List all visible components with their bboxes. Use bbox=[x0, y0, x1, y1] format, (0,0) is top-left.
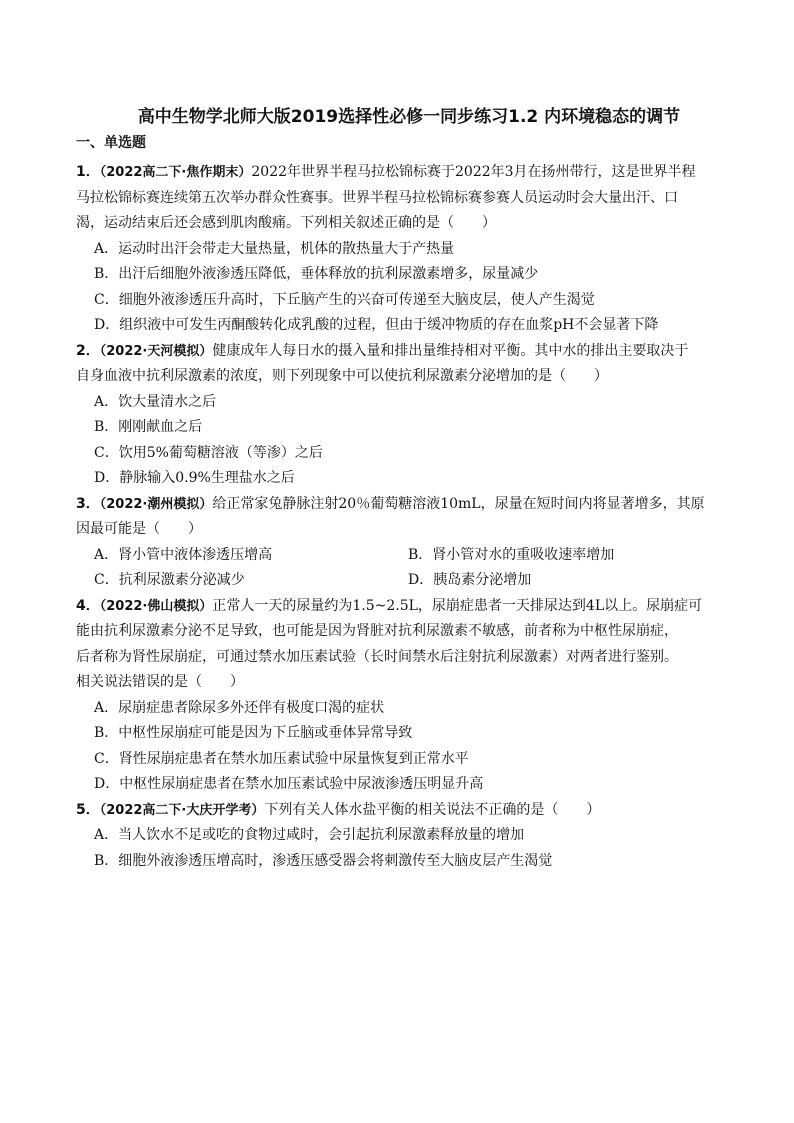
option-a[interactable]: A．饮大量清水之后 bbox=[94, 393, 217, 410]
question-number: 1． bbox=[76, 164, 100, 180]
option-b[interactable]: B．刚刚献血之后 bbox=[94, 419, 203, 435]
stem-text: 自身血液中抗利尿激素的浓度，则下列现象中可以使抗利尿激素分泌增加的是（ ） bbox=[76, 368, 608, 384]
option-d[interactable]: D．静脉输入0.9%生理盐水之后 bbox=[94, 470, 295, 486]
option-b[interactable]: B．中枢性尿崩症可能是因为下丘脑或垂体异常导致 bbox=[94, 725, 413, 741]
document-title: 高中生物学北师大版2019选择性必修一同步练习1.2 内环境稳态的调节 bbox=[137, 107, 681, 127]
option-list bbox=[94, 696, 722, 798]
option-a[interactable]: A．尿崩症患者除尿多外还伴有极度口渴的症状 bbox=[94, 699, 385, 716]
option-d[interactable]: D．组织液中可发生丙酮酸转化成乳酸的过程，但由于缓冲物质的存在血浆pH不会显著下降 bbox=[94, 317, 659, 333]
question-source: （2022高二下·大庆开学考） bbox=[99, 802, 265, 818]
option-d[interactable]: D．胰岛素分泌增加 bbox=[408, 572, 532, 588]
stem-text: 下列有关人体水盐平衡的相关说法不正确的是（ ） bbox=[264, 801, 601, 818]
stem-text: 给正常家兔静脉注射20％葡萄糖溶液10mL，尿量在短时间内将显著增多，其原 bbox=[212, 495, 705, 512]
option-a[interactable]: A．运动时出汗会带走大量热量，机体的散热量大于产热量 bbox=[94, 240, 455, 257]
question-stem bbox=[76, 492, 722, 518]
stem-text: 因最可能是（ ） bbox=[76, 521, 202, 537]
option-grid bbox=[94, 543, 722, 594]
option-a[interactable]: A．当人饮水不足或吃的食物过咸时，会引起抗利尿激素释放量的增加 bbox=[94, 827, 525, 843]
question-source: （2022高二下·焦作期末） bbox=[99, 165, 252, 180]
question-stem bbox=[76, 339, 722, 365]
question-4 bbox=[76, 594, 722, 798]
option-c[interactable]: C．肾性尿崩症患者在禁水加压素试验中尿量恢复到正常水平 bbox=[94, 750, 469, 767]
option-b[interactable]: B．肾小管对水的重吸收速率增加 bbox=[408, 546, 615, 563]
option-list bbox=[94, 390, 722, 492]
option-b[interactable]: B．出汗后细胞外液渗透压降低，垂体释放的抗利尿激素增多，尿量减少 bbox=[94, 266, 539, 282]
option-list bbox=[94, 237, 722, 339]
question-5 bbox=[76, 798, 722, 875]
stem-text: 能由抗利尿激素分泌不足导致，也可能是因为肾脏对抗利尿激素不敏感，前者称为中枢性尿崩症， bbox=[76, 623, 678, 639]
option-c[interactable]: C．抗利尿激素分泌减少 bbox=[94, 572, 245, 588]
question-number: 5． bbox=[76, 801, 100, 818]
question-3 bbox=[76, 492, 722, 594]
option-a[interactable]: A．肾小管中液体渗透压增高 bbox=[94, 546, 273, 563]
question-stem bbox=[76, 798, 722, 824]
option-c[interactable]: C．饮用5%葡萄糖溶液（等渗）之后 bbox=[94, 444, 323, 461]
stem-text: 渴，运动结束后还会感到肌肉酸痛。下列相关叙述正确的是（ ） bbox=[76, 215, 496, 231]
question-number: 4． bbox=[76, 597, 100, 614]
stem-text: 2022年世界半程马拉松锦标赛于2022年3月在扬州带行，这是世界半程 bbox=[251, 164, 696, 180]
stem-text: 健康成年人每日水的摄入量和排出量维持相对平衡。其中水的排出主要取决于 bbox=[212, 342, 689, 359]
option-list bbox=[94, 823, 722, 874]
question-1 bbox=[76, 160, 722, 339]
question-2 bbox=[76, 339, 722, 492]
stem-text: 相关说法错误的是（ ） bbox=[76, 674, 244, 690]
option-c[interactable]: C．细胞外液渗透压升高时，下丘脑产生的兴奋可传递至大脑皮层，使人产生渴觉 bbox=[94, 291, 595, 308]
stem-text: 马拉松锦标赛连续第五次举办群众性赛事。世界半程马拉松锦标赛参赛人员运动时会大量出汗、口 bbox=[76, 189, 678, 206]
question-source: （2022·天河模拟） bbox=[99, 343, 213, 359]
question-number: 2． bbox=[76, 342, 100, 359]
option-b[interactable]: B．细胞外液渗透压增高时，渗透压感受器会将刺激传至大脑皮层产生渴觉 bbox=[94, 852, 553, 869]
stem-text: 正常人一天的尿量约为1.5~2.5L，尿崩症患者一天排尿达到4L以上。尿崩症可 bbox=[212, 597, 703, 614]
question-number: 3． bbox=[76, 495, 100, 512]
question-stem bbox=[76, 160, 722, 186]
stem-text: 后者称为肾性尿崩症，可通过禁水加压素试验（长时间禁水后注射抗利尿激素）对两者进行鉴别。 bbox=[76, 648, 678, 665]
question-stem bbox=[76, 594, 722, 620]
question-source: （2022·潮州模拟） bbox=[99, 496, 213, 512]
question-source: （2022·佛山模拟） bbox=[99, 598, 213, 614]
section-heading: 一、单选题 bbox=[76, 135, 146, 151]
option-d[interactable]: D．中枢性尿崩症患者在禁水加压素试验中尿液渗透压明显升高 bbox=[94, 776, 484, 792]
